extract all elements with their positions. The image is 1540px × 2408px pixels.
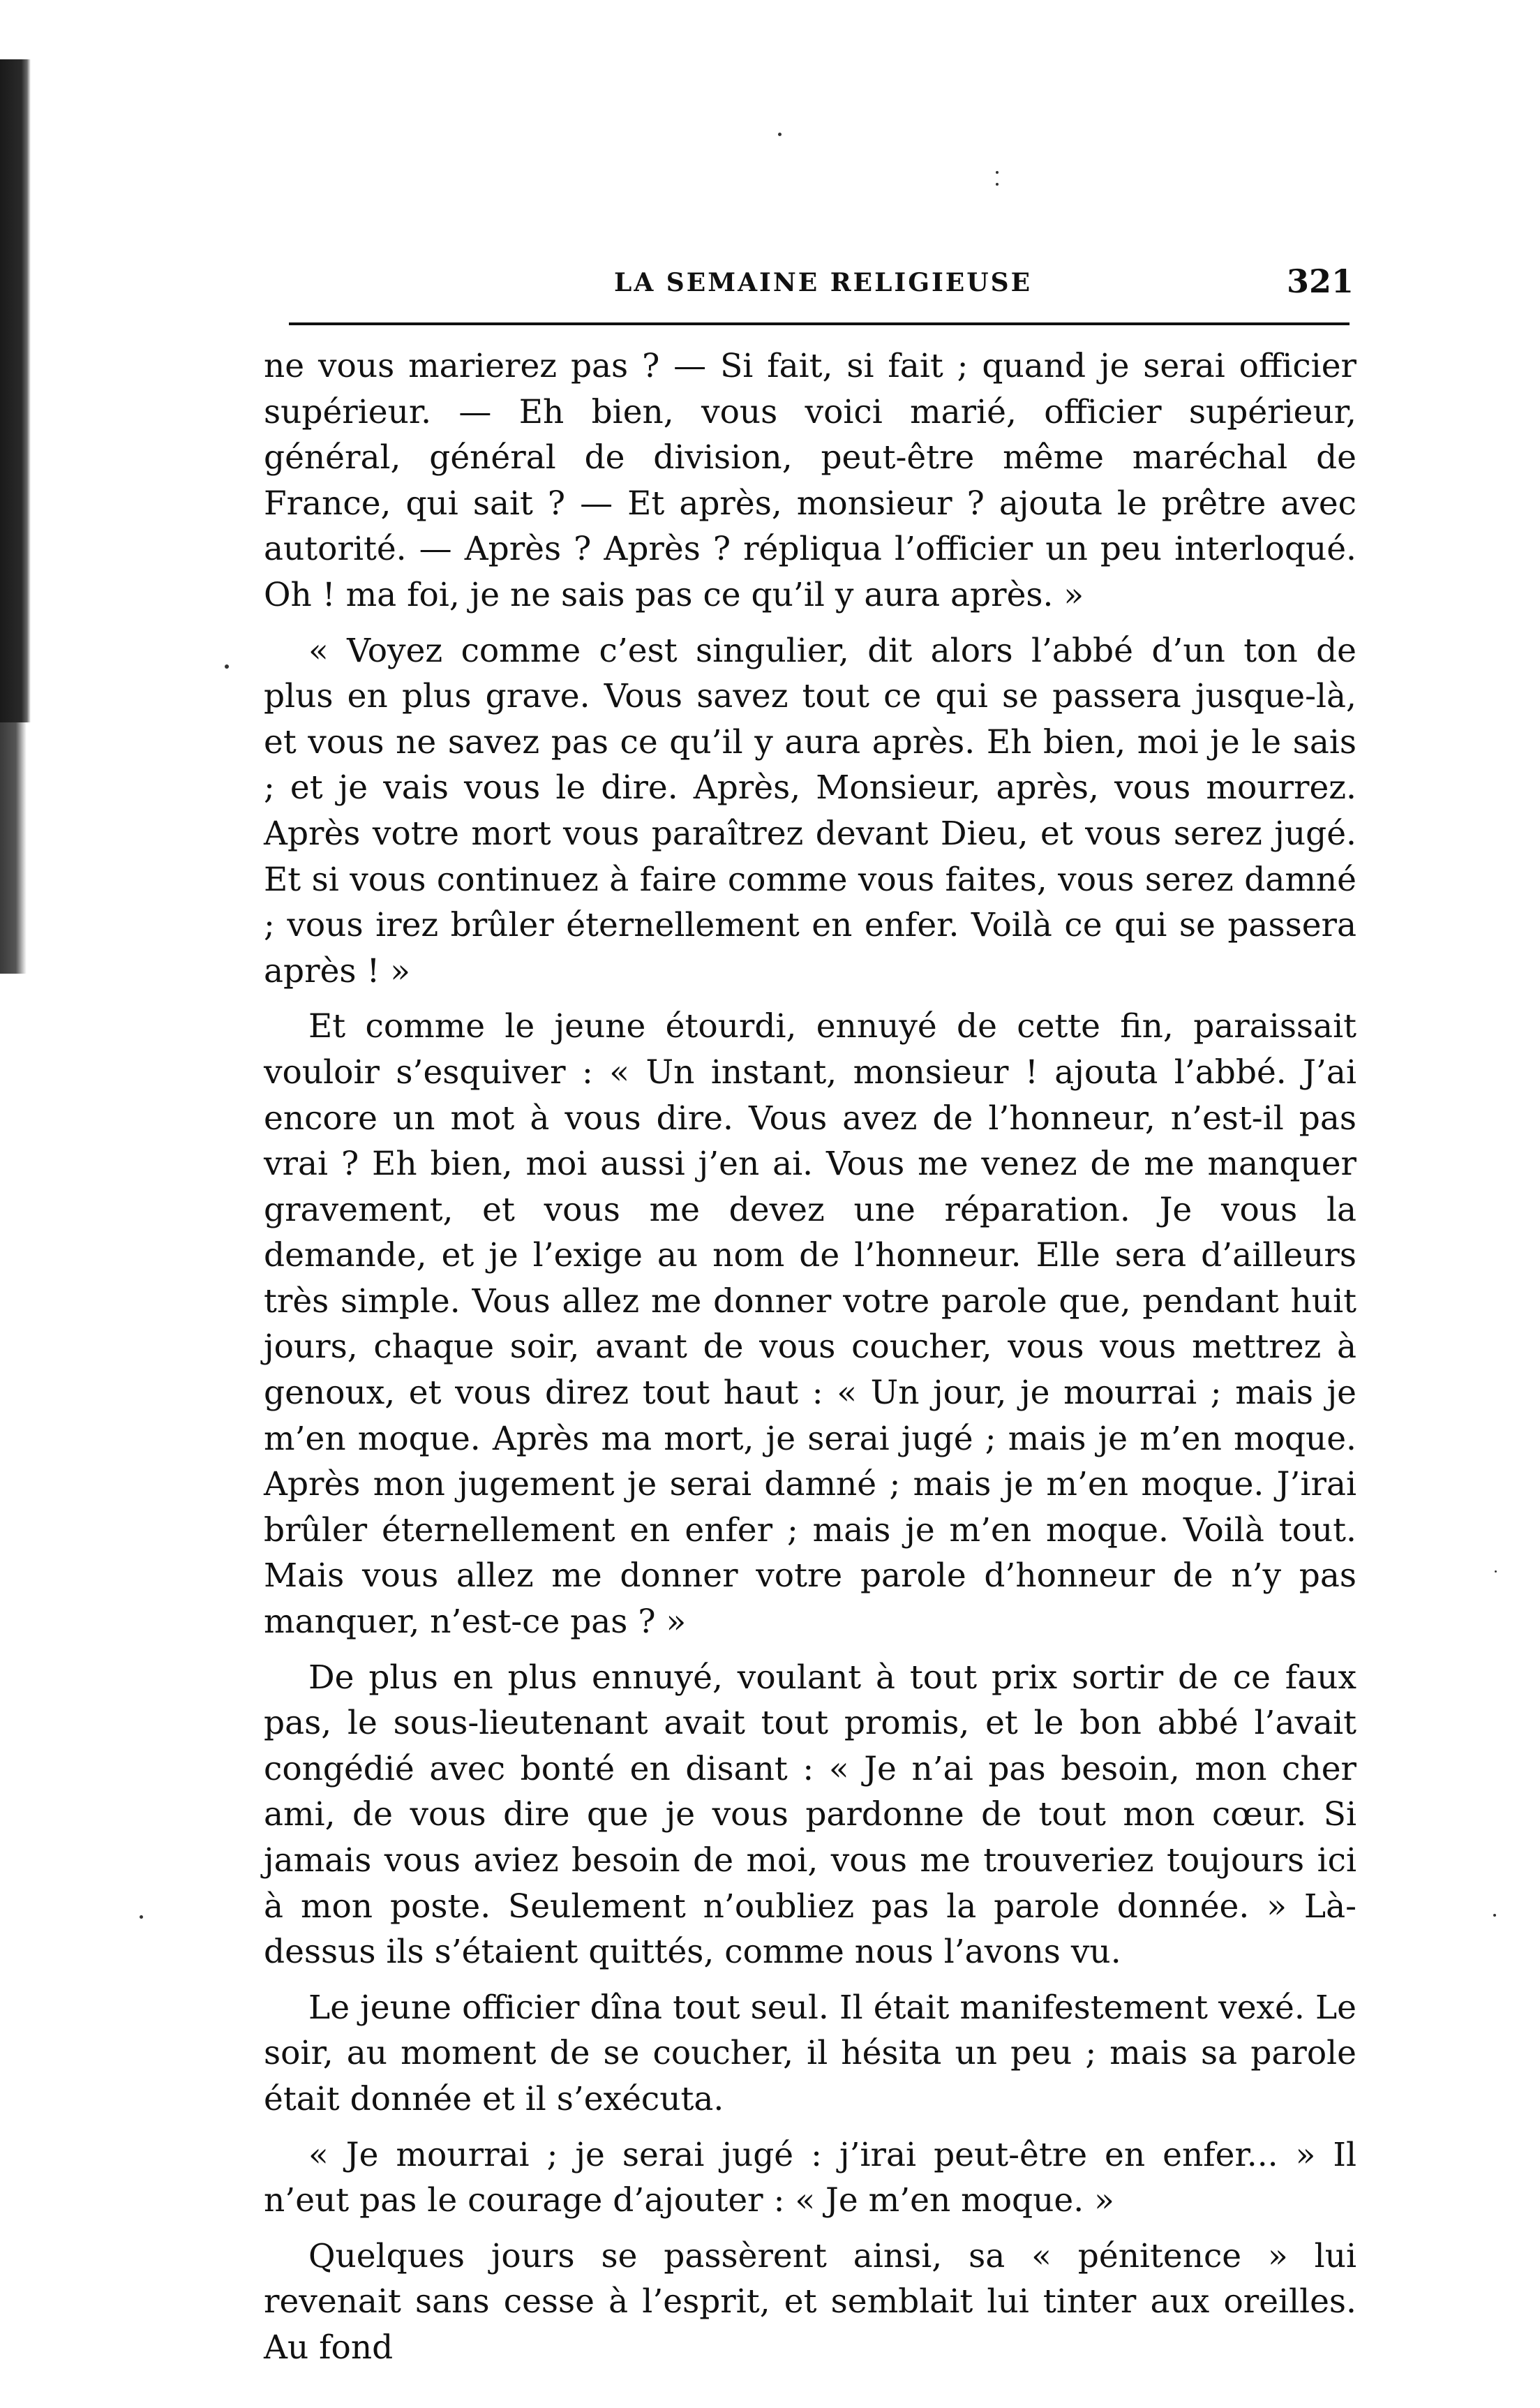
paragraph: « Voyez comme c’est singulier, dit alors l’abbé d’un ton de plus en plus grave. Vous savez tout ce qui se passera jusque-là, et vous ne savez pas ce qu’il y aura après. Eh bien, moi je le sais ; et je vais vous le dire. Après, Monsieur, après, vous mourrez. Après votre mort vous paraîtrez devant Dieu, et vous serez jugé. Et si vous continuez à faire comme vous faites, vous serez damné ; vous irez brûler éternellement en enfer. Voilà ce qui se passera après ! » — [264, 631, 1356, 990]
body-text — [264, 343, 1356, 2371]
paragraph: Et comme le jeune étourdi, ennuyé de cette fin, paraissait vouloir s’esquiver : « Un instant, monsieur ! ajouta l’abbé. J’ai encore un mot à vous dire. Vous avez de l’honneur, n’est-il pas vrai ? Eh bien, moi aussi j’en ai. Vous me venez de me manquer gravement, et vous me devez une réparation. Je vous la demande, et je l’exige au nom de l’honneur. Elle sera d’ailleurs très simple. Vous allez me donner votre parole que, pendant huit jours, chaque soir, avant de vous coucher, vous vous mettrez à genoux, et vous direz tout haut : « Un jour, je mourrai ; mais je m’en moque. Après ma mort, je serai jugé ; mais je m’en moque. Après mon jugement je serai damné ; mais je m’en moque. J’irai brûler éternellement en enfer ; mais je m’en moque. Voilà tout. Mais vous allez me donner votre parole d’honneur de n’y pas manquer, n’est-ce pas ? » — [264, 1007, 1356, 1642]
running-header — [279, 260, 1354, 310]
paragraph: De plus en plus ennuyé, voulant à tout prix sortir de ce faux pas, le sous-lieutenant avait tout promis, et le bon abbé l’avait congédié avec bonté en disant : « Je n’ai pas besoin, mon cher ami, de vous dire que je vous pardonne de tout mon cœur. Si jamais vous aviez besoin de moi, vous me trouveriez toujours ici à mon poste. Seulement n’oubliez pas la parole donnée. » Là-dessus ils s’étaient quittés, comme nous l’avons vu. — [264, 1658, 1356, 1972]
print-speck — [996, 183, 999, 186]
paragraph: « Je mourrai ; je serai jugé : j’irai peut-être en enfer... » Il n’eut pas le courage d’ajouter : « Je m’en moque. » — [264, 2135, 1356, 2220]
paragraph: Le jeune officier dîna tout seul. Il était manifestement vexé. Le soir, au moment de se coucher, il hésita un peu ; mais sa parole était donnée et il s’exécuta. — [264, 1988, 1356, 2118]
print-speck — [996, 171, 999, 174]
scan-edge-shadow — [0, 59, 31, 722]
page-number: 321 — [1286, 262, 1354, 300]
paragraph: Quelques jours se passèrent ainsi, sa « pénitence » lui revenait sans cesse à l’esprit, et semblait lui tinter aux oreilles. Au fond — [264, 2236, 1356, 2367]
header-rule — [289, 322, 1350, 325]
print-speck — [140, 1915, 143, 1919]
print-speck — [1493, 1914, 1496, 1917]
print-speck — [225, 664, 229, 669]
paragraph: ne vous marierez pas ? — Si fait, si fait ; quand je serai officier supérieur. — Eh bien, vous voici marié, officier supérieur, général, général de division, peut-être même maréchal de France, qui sait ? — Et après, monsieur ? ajouta le prêtre avec autorité. — Après ? Après ? répliqua l’officier un peu interloqué. Oh ! ma foi, je ne sais pas ce qu’il y aura après. » — [264, 347, 1356, 614]
scan-edge-shadow-lower — [0, 722, 27, 974]
print-speck — [778, 133, 782, 136]
print-speck — [1495, 1570, 1497, 1573]
running-head-title: LA SEMAINE RELIGIEUSE — [614, 268, 1033, 297]
